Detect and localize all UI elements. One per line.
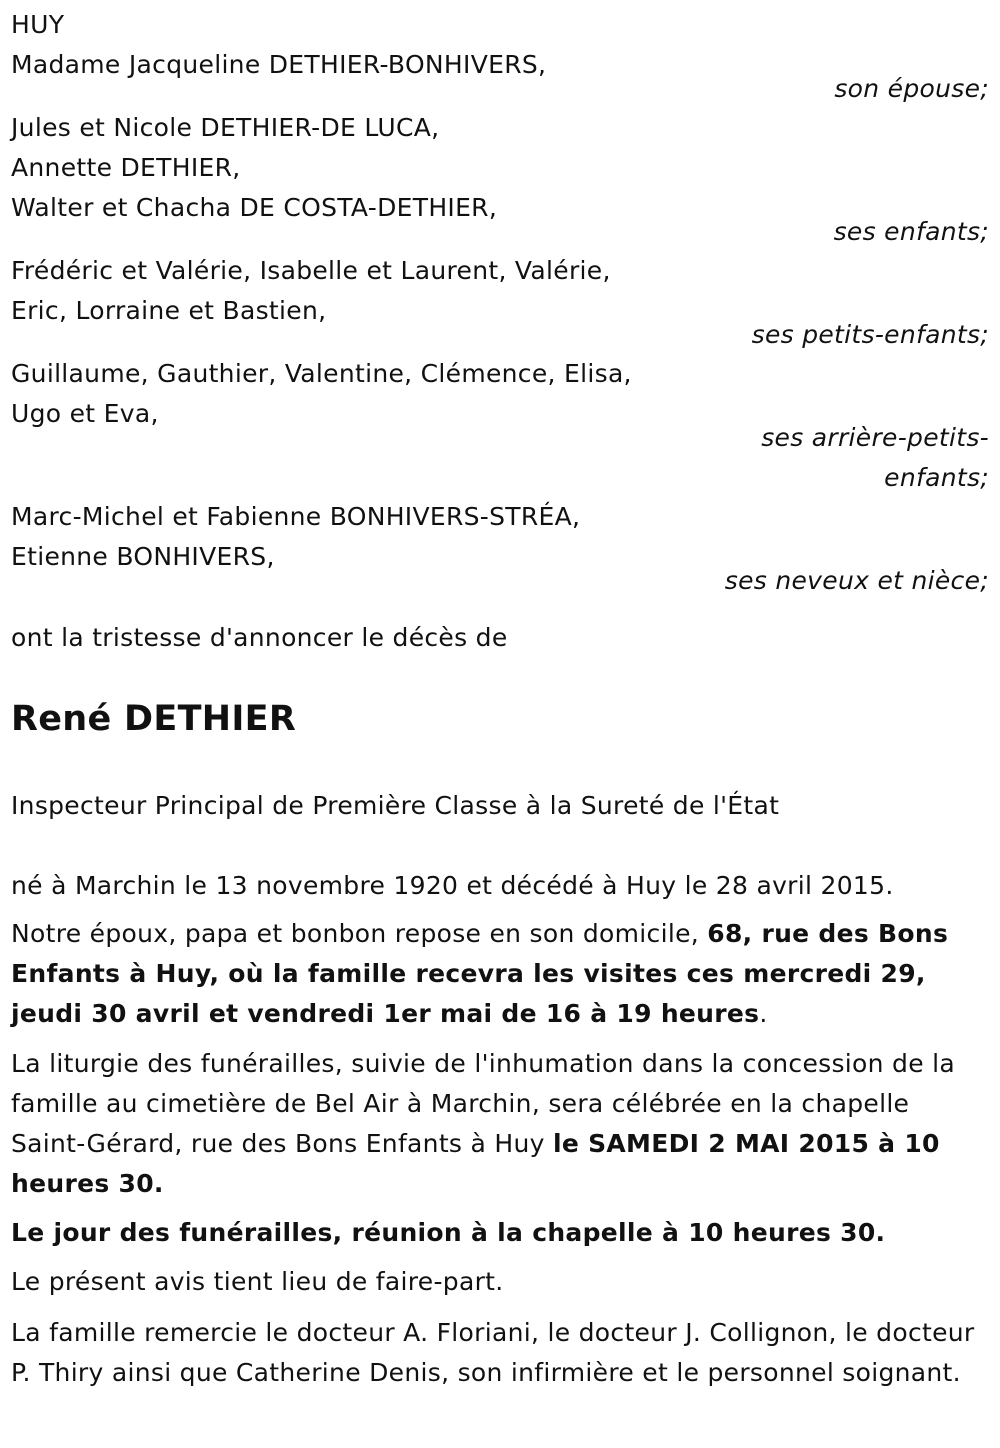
city-label: HUY bbox=[11, 10, 65, 39]
relation-grandchildren: ses petits-enfants; bbox=[751, 320, 989, 349]
deceased-title: Inspecteur Principal de Première Classe à la Sureté de l'État bbox=[11, 791, 780, 820]
visitation-end: . bbox=[759, 999, 768, 1028]
meeting-note: Le jour des funérailles, réunion à la chapelle à 10 heures 30. bbox=[11, 1218, 886, 1247]
nephew-line-1: Marc-Michel et Fabienne BONHIVERS-STRÉA, bbox=[11, 502, 581, 531]
child-line-1: Jules et Nicole DETHIER-DE LUCA, bbox=[11, 113, 440, 142]
relation-great-grandchildren-line-1: ses arrière-petits- bbox=[761, 423, 989, 452]
liturgy-date: le SAMEDI 2 MAI 2015 à 10 heures 30. bbox=[11, 1129, 940, 1198]
liturgy-intro: La liturgie des funérailles, suivie de l'inhumation dans la concession de la famille au cimetière de Bel Air à Marchin, sera célébrée en la chapelle Saint-Gérard, rue des Bons Enfants à Huy bbox=[11, 1049, 956, 1158]
child-line-2: Annette DETHIER, bbox=[11, 153, 241, 182]
relation-spouse: son épouse; bbox=[834, 74, 989, 103]
deceased-name: René DETHIER bbox=[11, 699, 297, 739]
great-grandchild-line-2: Ugo et Eva, bbox=[11, 399, 159, 428]
announcement-text: ont la tristesse d'annoncer le décès de bbox=[11, 623, 508, 652]
visitation-details: 68, rue des Bons Enfants à Huy, où la famille recevra les visites ces mercredi 29, jeudi 30 avril et vendredi 1er mai de 16 à 19 heures bbox=[11, 919, 949, 1028]
visitation-paragraph bbox=[11, 914, 989, 1034]
visitation-intro: Notre époux, papa et bonbon repose en son domicile, bbox=[11, 919, 708, 948]
child-line-3: Walter et Chacha DE COSTA-DETHIER, bbox=[11, 193, 498, 222]
birth-death-dates: né à Marchin le 13 novembre 1920 et décédé à Huy le 28 avril 2015. bbox=[11, 871, 894, 900]
thanks-paragraph: La famille remercie le docteur A. Floriani, le docteur J. Collignon, le docteur P. Thiry ainsi que Catherine Denis, son infirmière et le personnel soignant. bbox=[11, 1318, 975, 1387]
grandchild-line-2: Eric, Lorraine et Bastien, bbox=[11, 296, 327, 325]
relation-great-grandchildren-line-2: enfants; bbox=[884, 463, 989, 492]
spouse-name: Madame Jacqueline DETHIER-BONHIVERS, bbox=[11, 50, 547, 79]
great-grandchild-line-1: Guillaume, Gauthier, Valentine, Clémence, Elisa, bbox=[11, 359, 632, 388]
relation-nephews: ses neveux et nièce; bbox=[724, 566, 989, 595]
grandchild-line-1: Frédéric et Valérie, Isabelle et Laurent, Valérie, bbox=[11, 256, 611, 285]
relation-children: ses enfants; bbox=[833, 217, 989, 246]
nephew-line-2: Etienne BONHIVERS, bbox=[11, 542, 275, 571]
notice-text: Le présent avis tient lieu de faire-part. bbox=[11, 1267, 504, 1296]
liturgy-paragraph bbox=[11, 1044, 989, 1204]
